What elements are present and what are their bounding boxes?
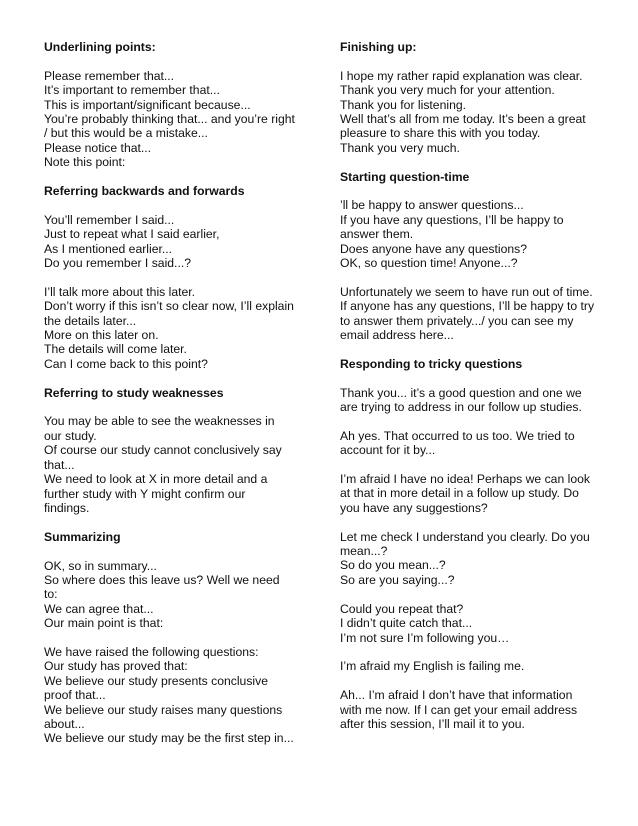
phrase-line: / but this would be a mistake... <box>44 126 208 141</box>
phrase-line: We need to look at X in more detail and a <box>44 472 268 487</box>
phrase-line: I didn’t quite catch that... <box>340 616 473 631</box>
phrase-line: at that in more detail in a follow up study. Do <box>340 486 579 501</box>
phrase-line: We believe our study presents conclusive <box>44 673 269 688</box>
phrase-line: findings. <box>44 500 90 515</box>
phrase-line: Well that’s all from me today. It’s been a great <box>340 112 586 127</box>
phrase-line: Ah yes. That occurred to us too. We tried to <box>340 428 575 443</box>
phrase-line: OK, so question time! Anyone...? <box>340 256 518 271</box>
phrase-block <box>340 472 608 515</box>
phrase-line: Ah... I’m afraid I don’t have that information <box>340 688 573 703</box>
phrase-block <box>340 198 608 270</box>
phrase-line: You’re probably thinking that... and you’re right <box>44 112 295 127</box>
phrase-line: Note this point: <box>44 155 126 170</box>
section-heading: Referring to study weaknesses <box>44 385 224 400</box>
phrase-line: further study with Y might confirm our <box>44 486 246 501</box>
phrase-line: We believe our study raises many questions <box>44 702 283 717</box>
phrase-line: The details will come later. <box>44 342 187 357</box>
phrase-section <box>340 357 608 731</box>
right-column <box>340 40 608 746</box>
phrase-line: answer them. <box>340 227 414 242</box>
phrase-line: the details later... <box>44 313 137 328</box>
phrase-block <box>44 285 312 371</box>
section-heading: Responding to tricky questions <box>340 356 523 371</box>
phrase-line: Don’t worry if this isn’t so clear now, I’ll explain <box>44 299 294 314</box>
phrase-block <box>340 429 608 458</box>
phrase-line: Please notice that... <box>44 140 152 155</box>
left-column <box>44 40 312 760</box>
phrase-section <box>44 40 312 170</box>
phrase-line: Of course our study cannot conclusively say <box>44 443 282 458</box>
phrase-line: More on this later on. <box>44 328 159 343</box>
phrase-line: Our study has proved that: <box>44 659 188 674</box>
phrase-block <box>340 530 608 588</box>
phrase-line: about... <box>44 716 85 731</box>
phrase-line: you have any suggestions? <box>340 500 488 515</box>
phrase-line: Thank you very much. <box>340 140 460 155</box>
phrase-line: It’s important to remember that... <box>44 83 220 98</box>
phrase-line: pleasure to share this with you today. <box>340 126 541 141</box>
phrase-line: I hope my rather rapid explanation was clear. <box>340 68 583 83</box>
phrase-section <box>44 530 312 746</box>
phrase-line: We can agree that... <box>44 601 154 616</box>
phrase-line: We believe our study may be the first step in... <box>44 731 294 746</box>
section-heading: Summarizing <box>44 529 121 544</box>
phrase-line: email address here... <box>340 328 454 343</box>
phrase-line: OK, so in summary... <box>44 558 157 573</box>
phrase-line: Just to repeat what I said earlier, <box>44 227 220 242</box>
phrase-line: If you have any questions, I’ll be happy to <box>340 212 564 227</box>
phrase-line: I’ll talk more about this later. <box>44 284 196 299</box>
phrase-block <box>340 69 608 155</box>
phrase-line: We have raised the following questions: <box>44 644 259 659</box>
phrase-line: mean...? <box>340 544 388 559</box>
phrase-line: So where does this leave us? Well we need <box>44 572 280 587</box>
phrase-block <box>44 559 312 631</box>
phrase-block <box>44 645 312 746</box>
section-heading: Starting question-time <box>340 169 470 184</box>
phrase-line: Please remember that... <box>44 68 175 83</box>
phrase-line: with me now. If I can get your email address <box>340 702 578 717</box>
phrase-line: that... <box>44 457 75 472</box>
phrase-block <box>340 602 608 645</box>
phrase-block <box>44 69 312 170</box>
phrase-block <box>340 386 608 415</box>
phrase-line: Thank you very much for your attention. <box>340 83 555 98</box>
phrase-line: ’ll be happy to answer questions... <box>340 198 524 213</box>
phrase-line: I’m not sure I’m following you… <box>340 630 510 645</box>
phrase-line: are trying to address in our follow up studies. <box>340 400 582 415</box>
phrase-line: This is important/significant because... <box>44 97 251 112</box>
phrase-block <box>44 213 312 271</box>
phrase-line: Unfortunately we seem to have run out of time. <box>340 284 593 299</box>
phrase-line: I’m afraid I have no idea! Perhaps we can look <box>340 472 590 487</box>
phrase-line: You may be able to see the weaknesses in <box>44 414 275 429</box>
phrase-line: Thank you... it’s a good question and one we <box>340 385 582 400</box>
phrase-section <box>340 40 608 155</box>
phrase-line: So are you saying...? <box>340 572 455 587</box>
phrase-section <box>340 170 608 343</box>
phrase-line: our study. <box>44 428 97 443</box>
section-heading: Finishing up: <box>340 40 417 54</box>
phrase-line: As I mentioned earlier... <box>44 241 173 256</box>
phrase-line: to: <box>44 587 58 602</box>
phrase-line: You’ll remember I said... <box>44 212 175 227</box>
phrase-block <box>340 659 608 673</box>
phrase-line: Let me check I understand you clearly. Do you <box>340 529 590 544</box>
phrase-block <box>340 285 608 343</box>
phrase-line: Do you remember I said...? <box>44 256 191 271</box>
phrase-section <box>44 386 312 516</box>
phrase-line: I’m afraid my English is failing me. <box>340 659 525 674</box>
section-heading: Underlining points: <box>44 40 156 54</box>
phrase-line: If anyone has any questions, I’ll be happy to try <box>340 299 595 314</box>
phrase-line: proof that... <box>44 688 106 703</box>
phrase-line: Thank you for listening. <box>340 97 467 112</box>
phrase-line: Does anyone have any questions? <box>340 241 528 256</box>
phrase-line: after this session, I’ll mail it to you. <box>340 716 525 731</box>
phrase-line: Our main point is that: <box>44 616 164 631</box>
phrase-line: So do you mean...? <box>340 558 446 573</box>
section-heading: Referring backwards and forwards <box>44 184 245 199</box>
phrase-line: Can I come back to this point? <box>44 356 208 371</box>
phrase-line: account for it by... <box>340 443 436 458</box>
phrase-line: Could you repeat that? <box>340 601 464 616</box>
phrase-block <box>44 414 312 515</box>
phrase-section <box>44 184 312 371</box>
phrase-block <box>340 688 608 731</box>
phrase-line: to answer them privately.../ you can see my <box>340 313 574 328</box>
